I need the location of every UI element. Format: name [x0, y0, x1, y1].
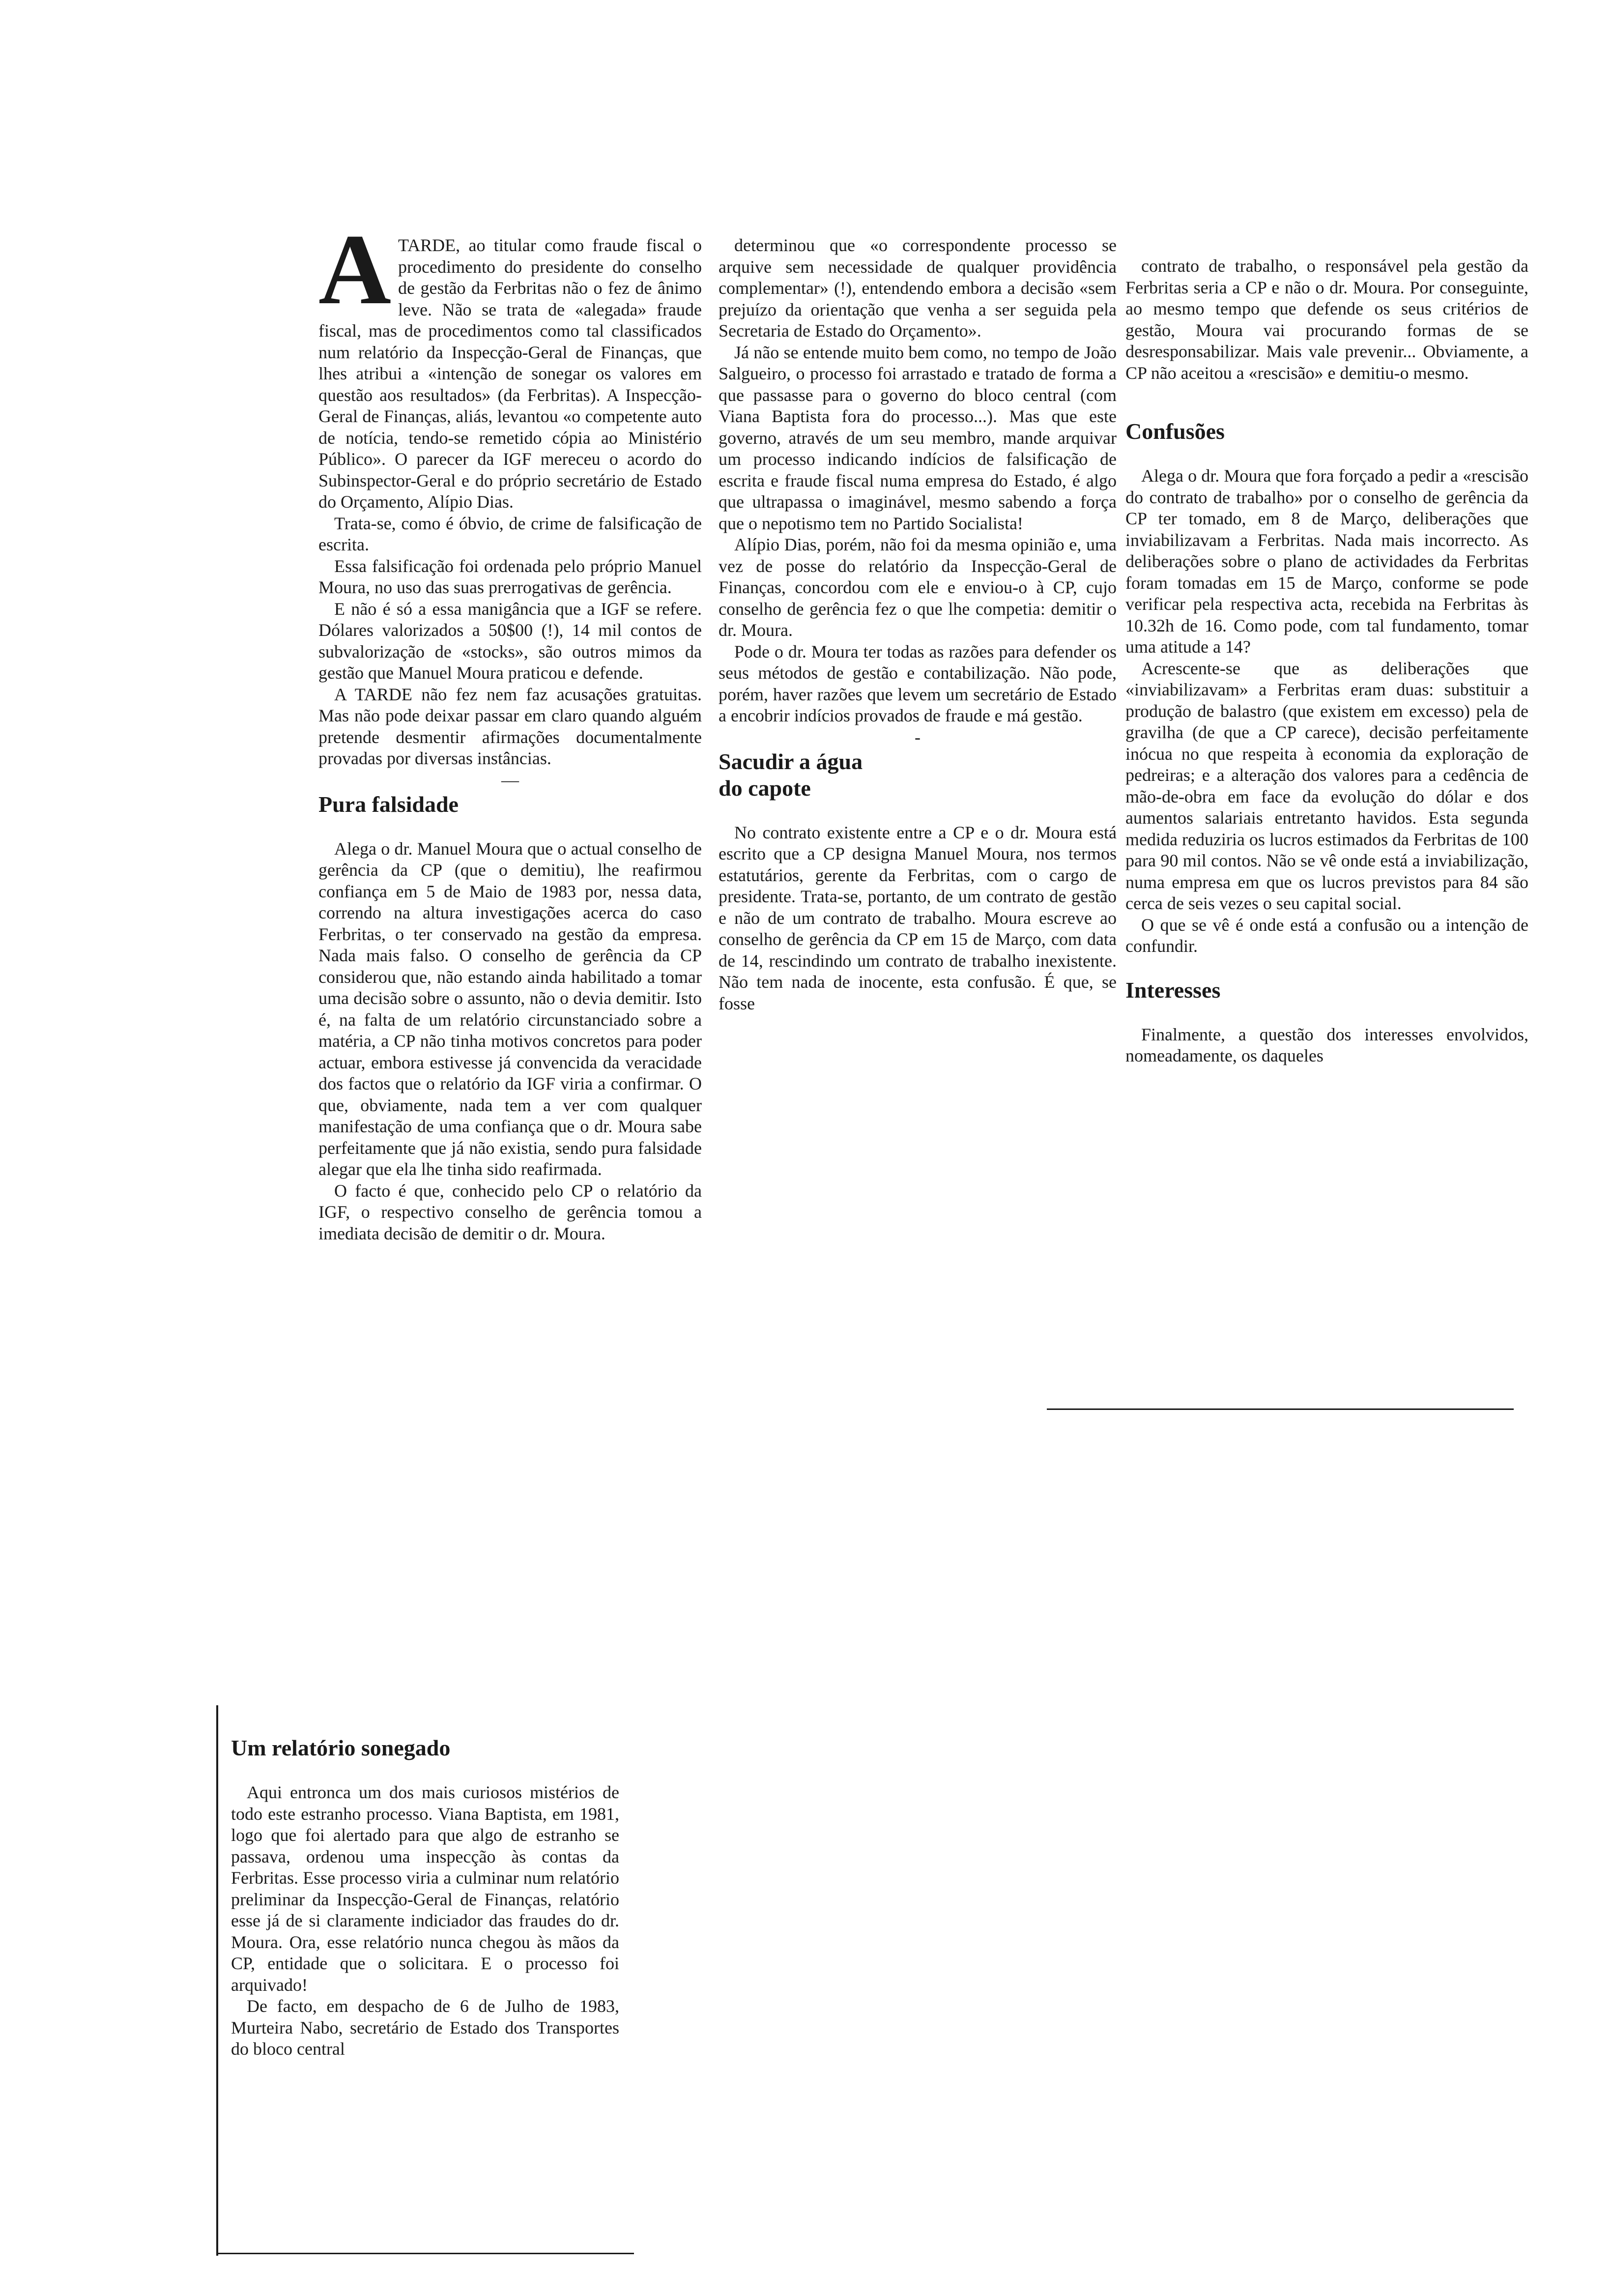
box-left-rule — [216, 1705, 218, 2256]
paragraph: Alega o dr. Moura que fora forçado a pedir a «rescisão do contrato de trabalho» por o conselho de gerência da CP ter tomado, em 8 de Março, deliberações que inviabilizavam a Ferbritas. Nada mais incorrecto. As deliberações sobre o plano de actividades da Ferbritas foram tomadas em 15 de Março, conforme se pode verificar pela respectiva acta, recebida na Ferbritas às 10.32h de 16. Como pode, com tal fundamento, tomar uma atitude a 14? — [1125, 466, 1528, 657]
paragraph: Pode o dr. Moura ter todas as razões para defender os seus métodos de gestão e contabilização. Não pode, porém, haver razões que levem um secretário de Estado a encobrir indícios provados de fraude e má gestão. — [719, 641, 1117, 725]
paragraph: O facto é que, conhecido pelo CP o relatório da IGF, o respectivo conselho de gerência tomou a imediata decisão de demitir o dr. Moura. — [318, 1180, 702, 1243]
subheading-sacudir-line-2: do capote — [719, 775, 811, 801]
paragraph: De facto, em despacho de 6 de Julho de 1983, Murteira Nabo, secretário de Estado dos Transportes do bloco central — [231, 1996, 619, 2059]
box-bottom-rule — [216, 2253, 634, 2254]
section-dash: — — [501, 770, 519, 790]
boxed-section — [231, 1735, 619, 2060]
paragraph: O que se vê é onde está a confusão ou a intenção de confundir. — [1125, 915, 1528, 956]
column-1 — [318, 214, 702, 1244]
paragraph: contrato de trabalho, o responsável pela gestão da Ferbritas seria a CP e não o dr. Moura. Por conseguinte, ao mesmo tempo que defende os seus critérios de gestão, Moura vai procurando formas de se desresponsabilizar. Mais vale prevenir... Obviamente, a CP não aceitou a «rescisão» e demitiu-o mesmo. — [1125, 256, 1528, 383]
subheading-relatorio-sonegado: Um relatório sonegado — [231, 1735, 451, 1760]
subheading-sacudir-line-1: Sacudir a água — [719, 748, 863, 774]
subheading-confusoes: Confusões — [1125, 419, 1225, 444]
subheading-interesses: Interesses — [1125, 977, 1221, 1003]
lead-paragraph — [318, 214, 702, 513]
drop-cap: A — [318, 214, 392, 325]
subheading-pura-falsidade: Pura falsidade — [318, 791, 459, 817]
paragraph: Acrescente-se que as deliberações que «inviabilizavam» a Ferbritas eram duas: substituir a produção de balastro (que existem em excesso) pela de gravilha (de que a CP carece), decisão perfeitamente inócua no que respeita à economia da exploração de pedreiras; e a alteração dos valores para a cedência de mão-de-obra em face da evolução do dólar e dos aumentos salariais entretanto havidos. Esta segunda medida reduziria os lucros estimados da Ferbritas de 100 para 90 mil contos. Não se vê onde está a inviabilização, numa empresa em que os lucros previstos para 84 são cerca de seis vezes o seu capital social. — [1125, 658, 1528, 913]
column-2 — [719, 235, 1117, 1014]
paragraph: Aqui entronca um dos mais curiosos mistérios de todo este estranho processo. Viana Baptista, em 1981, logo que foi alertado para que algo de estranho se passava, ordenou uma inspecção às contas da Ferbritas. Esse processo viria a culminar num relatório preliminar da Inspecção-Geral de Finanças, relatório esse já de si claramente indiciador das fraudes do dr. Moura. Ora, esse relatório nunca chegou às mãos da CP, entidade que o solicitara. E o processo foi arquivado! — [231, 1782, 619, 1995]
paragraph: Alega o dr. Manuel Moura que o actual conselho de gerência da CP (que o demitiu), lhe reafirmou confiança em 5 de Maio de 1983 por, nessa data, correndo na altura investigações acerca do caso Ferbritas, o ter conservado na gestão da empresa. Nada mais falso. O conselho de gerência da CP considerou que, não estando ainda habilitado a tomar uma decisão sobre o assunto, não o devia demitir. Isto é, na falta de um relatório circunstanciado sobre a matéria, a CP não tinha motivos concretos para poder actuar, embora estivesse já convencida da veracidade dos factos que o relatório da IGF viria a confirmar. O que, obviamente, nada tem a ver com qualquer manifestação de uma confiança que o dr. Moura sabe perfeitamente que já não existia, sendo pura falsidade alegar que ela lhe tinha sido reafirmada. — [318, 838, 702, 1179]
paragraph: No contrato existente entre a CP e o dr. Moura está escrito que a CP designa Manuel Moura, nos termos estatutários, gerente da Ferbritas, com o cargo de presidente. Trata-se, portanto, de um contrato de gestão e não de um contrato de trabalho. Moura escreve ao conselho de gerência da CP em 15 de Março, com data de 14, rescindindo um contrato de trabalho inexistente. Não tem nada de inocente, esta confusão. É que, se fosse — [719, 822, 1117, 1013]
section-dash: - — [915, 727, 921, 747]
paragraph: E não é só a essa manigância que a IGF se refere. Dólares valorizados a 50$00 (!), 14 mil contos de subvalorização de «stocks», são outros mimos da gestão que Manuel Moura praticou e defende. — [318, 599, 702, 683]
lead-text: TARDE, ao titular como fraude fiscal o procedimento do presidente do conselho de gestão da Ferbritas não o fez de ânimo leve. Não se trata de «alegada» fraude fiscal, mas de procedimentos como tal classificados num relatório da Inspecção-Geral de Finanças, que lhes atribui a «intenção de sonegar os valores em questão aos resultados» (da Ferbritas). A Inspecção-Geral de Finanças, aliás, levantou «o competente auto de notícia, tendo-se remetido cópia ao Ministério Público». O parecer da IGF mereceu o acordo do Subinspector-Geral e do próprio secretário de Estado do Orçamento, Alípio Dias. — [318, 235, 702, 512]
column-3 — [1125, 256, 1528, 1067]
paragraph: Finalmente, a questão dos interesses envolvidos, nomeadamente, os daqueles — [1125, 1024, 1528, 1065]
column-end-rule — [1047, 1408, 1514, 1410]
paragraph: Já não se entende muito bem como, no tempo de João Salgueiro, o processo foi arrastado e tratado de forma a que passasse para o governo do bloco central (com Viana Baptista fora do processo...). Mas que este governo, através de um seu membro, mande arquivar um processo indicando indícios de falsificação de escrita e fraude fiscal numa empresa do Estado, é algo que ultrapassa o imaginável, mesmo sabendo a força que o nepotismo tem no Partido Socialista! — [719, 342, 1117, 533]
paragraph: A TARDE não fez nem faz acusações gratuitas. Mas não pode deixar passar em claro quando alguém pretende desmentir afirmações documentalmente provadas por diversas instâncias. — [318, 684, 702, 768]
paragraph: determinou que «o correspondente processo se arquive sem necessidade de qualquer providência complementar» (!), entendendo embora a decisão «sem prejuízo da orientação que venha a ser seguida pela Secretaria de Estado do Orçamento». — [719, 235, 1117, 341]
paragraph: Alípio Dias, porém, não foi da mesma opinião e, uma vez de posse do relatório da Inspecção-Geral de Finanças, concordou com ele e enviou-o à CP, cujo conselho de gerência fez o que lhe competia: demitir o dr. Moura. — [719, 535, 1117, 640]
paragraph: Trata-se, como é óbvio, de crime de falsificação de escrita. — [318, 513, 702, 554]
paragraph: Essa falsificação foi ordenada pelo próprio Manuel Moura, no uso das suas prerrogativas de gerência. — [318, 556, 702, 597]
